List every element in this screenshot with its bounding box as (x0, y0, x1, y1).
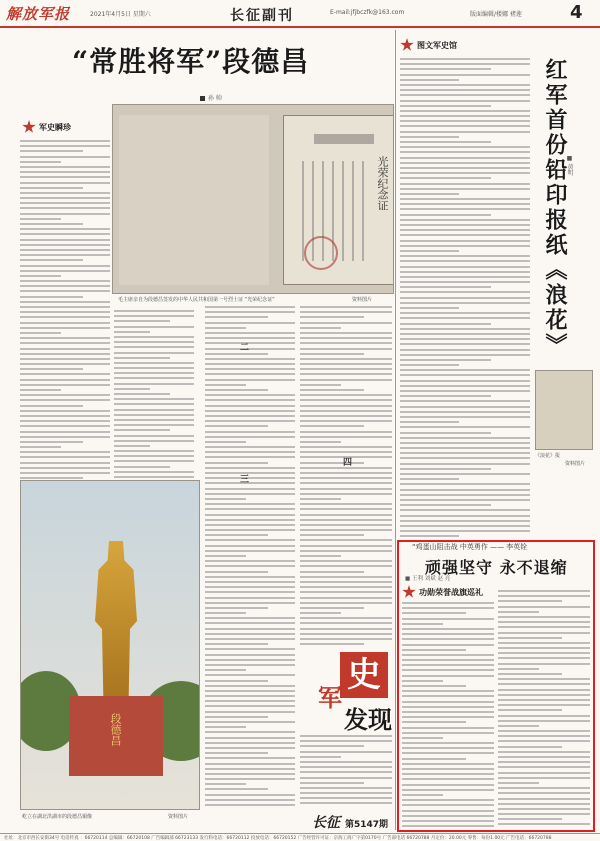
certificate-document (283, 115, 394, 285)
history-column-logo (312, 652, 392, 732)
column-4-lower-text (300, 735, 392, 807)
logo-faxian: 发现 (344, 705, 392, 734)
langhua-newspaper-photo (535, 370, 593, 450)
statue-photo (20, 480, 200, 810)
newspaper-logo: 解放军报 (6, 5, 71, 23)
column-4-text (300, 306, 392, 646)
column-divider (395, 30, 396, 830)
highlight-kicker: “鸡蛋山阻击战 中英勇作 —— 李英铨 (412, 543, 528, 551)
left-section-tag (22, 120, 71, 134)
right-column-text (400, 58, 530, 538)
pedestal-inscription: 段德昌 (109, 713, 122, 746)
highlight-section-tag (402, 585, 483, 599)
main-article-byline (200, 93, 222, 102)
section-marker-three: 三 (240, 475, 250, 485)
page-number: 4 (570, 2, 583, 23)
logo-shi: 史 (340, 652, 388, 698)
certificate-caption: 毛主席亲自为段德昌签发的中华人民共和国第一号烈士证 “光荣纪念证” (118, 297, 275, 303)
issue-number: 第5147期 (345, 820, 389, 830)
highlight-tag-label: 功勋荣誉战旗巡礼 (419, 587, 483, 597)
logo-jun: 军 (318, 683, 342, 712)
certificate-credit: 资料图片 (352, 297, 373, 303)
column-3-text (205, 306, 295, 806)
main-article-title: “常胜将军”段德昌 (72, 45, 310, 78)
certificate-text: 光荣纪念证 (376, 156, 389, 211)
byline-text: 孙 帅 (208, 95, 222, 102)
right-section-tag (400, 38, 457, 52)
right-tag-label: 图文军史馆 (417, 40, 457, 50)
statue-caption: 屹立在湖北洪湖市的段德昌铜像 (22, 814, 93, 820)
right-vertical-byline: ■ 黄明 (566, 155, 573, 176)
photo-left-document (119, 115, 269, 285)
highlight-byline: ■ 王利 刘斌 赵 亮 (405, 576, 451, 582)
right-vertical-title: 红军首份铅印报纸《浪花》 (542, 58, 568, 358)
byline-mark-icon (200, 96, 205, 101)
highlight-text-left (402, 602, 494, 827)
langhua-caption: 《浪花》报 (535, 453, 561, 459)
star-icon (22, 120, 36, 134)
highlight-title: 顽强坚守 永不退缩 (425, 558, 568, 577)
page-editor: 版面编辑/楼娜 褚莲 (470, 11, 522, 18)
section-marker-two: 二 (240, 343, 250, 353)
left-tag-label: 军史瞬珍 (39, 122, 71, 132)
email-address: E-mail:jfjbczfk@163.com (330, 9, 405, 16)
red-seal-icon (304, 236, 338, 270)
cert-emblem (314, 134, 374, 144)
changzheng-calligraphy: 长征 (312, 815, 340, 831)
section-marker-four: 四 (343, 458, 353, 468)
certificate-photo (112, 104, 394, 294)
highlight-text-right (498, 590, 590, 827)
issue-date: 2021年4月5日 星期六 (90, 11, 151, 18)
section-title: 长征副刊 (230, 8, 294, 24)
star-icon (402, 585, 416, 599)
statue-credit: 资料图片 (168, 814, 189, 820)
masthead-bar (0, 0, 600, 28)
star-icon (400, 38, 414, 52)
page-footer: 社址：北京市西长安街34号 电话传真 ：66720114 总编辑：66720108 广告编辑部 66723133 发行科电话：66720112 投放电话：66720152 广告经营许可证：京海工商广字第0170号 广告部电话 66720788 月定价：20.00元 零售：每份1.00元 广告电话：66720788 (0, 833, 600, 841)
langhua-credit: 资料图片 (565, 461, 586, 467)
